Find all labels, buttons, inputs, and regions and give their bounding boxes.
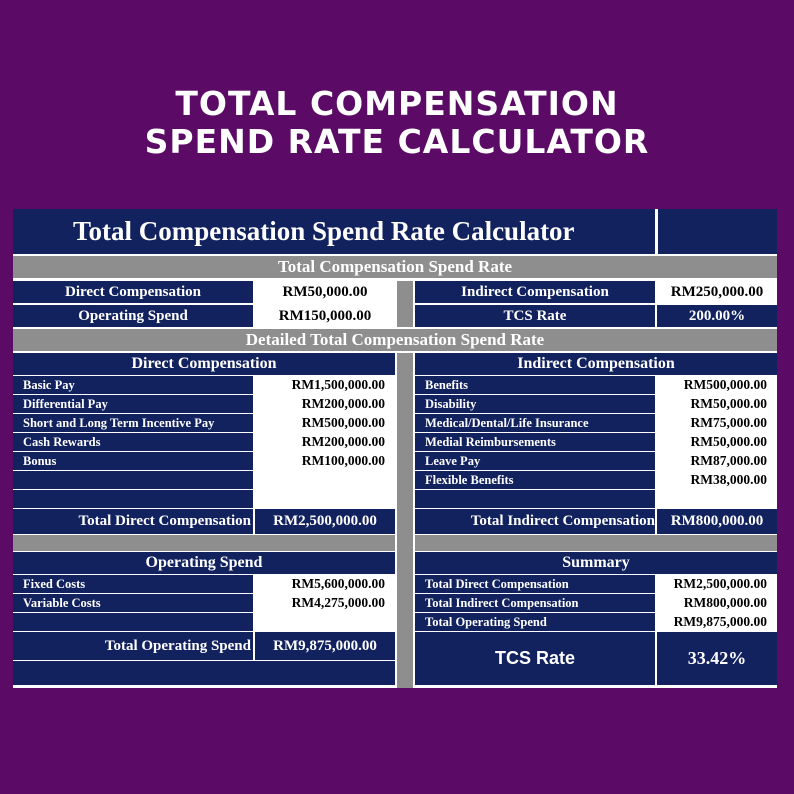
title-side-cell (658, 209, 777, 254)
operating-item-value[interactable]: RM5,600,000.00 (255, 575, 395, 593)
direct-item-label: Cash Rewards (13, 433, 253, 451)
top-indirect-label: Indirect Compensation (415, 281, 655, 303)
summary-item-label: Total Indirect Compensation (415, 594, 655, 612)
summary-item-label: Total Operating Spend (415, 613, 655, 631)
top-tcs-label: TCS Rate (415, 305, 655, 327)
calculator-sheet (13, 209, 777, 688)
center-separator (397, 353, 413, 688)
summary-rate-label: TCS Rate (415, 632, 655, 685)
direct-compensation-header: Direct Compensation (13, 353, 395, 375)
indirect-item-label: Medical/Dental/Life Insurance (415, 414, 655, 432)
direct-item-value[interactable]: RM100,000.00 (255, 452, 395, 470)
indirect-item-label: Flexible Benefits (415, 471, 655, 489)
direct-item-label: Short and Long Term Incentive Pay (13, 414, 253, 432)
indirect-item-label: Leave Pay (415, 452, 655, 470)
top-separator (397, 281, 413, 327)
indirect-compensation-header: Indirect Compensation (415, 353, 777, 375)
summary-rate-value: 33.42% (657, 632, 777, 685)
operating-item-label: Variable Costs (13, 594, 253, 612)
direct-total-value: RM2,500,000.00 (255, 509, 395, 534)
left-spacer (13, 535, 395, 551)
detailed-band: Detailed Total Compensation Spend Rate (13, 329, 777, 351)
direct-item-value[interactable]: RM500,000.00 (255, 414, 395, 432)
indirect-item-value[interactable]: RM38,000.00 (657, 471, 777, 489)
hero-title-line-2: SPEND RATE CALCULATOR (144, 122, 650, 161)
direct-empty-label (13, 471, 253, 489)
top-direct-value[interactable]: RM50,000.00 (255, 281, 395, 303)
summary-item-value: RM9,875,000.00 (657, 613, 777, 631)
indirect-item-label: Medial Reimbursements (415, 433, 655, 451)
operating-total-label: Total Operating Spend (13, 632, 253, 660)
direct-item-value[interactable]: RM200,000.00 (255, 433, 395, 451)
operating-total-value: RM9,875,000.00 (255, 632, 395, 660)
direct-item-label: Bonus (13, 452, 253, 470)
indirect-item-value[interactable]: RM50,000.00 (657, 395, 777, 413)
indirect-total-label: Total Indirect Compensation (415, 509, 655, 534)
operating-item-value[interactable]: RM4,275,000.00 (255, 594, 395, 612)
direct-item-label: Differential Pay (13, 395, 253, 413)
indirect-total-value: RM800,000.00 (657, 509, 777, 534)
indirect-item-label: Benefits (415, 376, 655, 394)
operating-empty-value[interactable] (255, 613, 395, 631)
summary-item-label: Total Direct Compensation (415, 575, 655, 593)
top-tcs-value: 200.00% (657, 305, 777, 327)
direct-empty-value[interactable] (255, 490, 395, 508)
indirect-empty-label (415, 490, 655, 508)
top-direct-label: Direct Compensation (13, 281, 253, 303)
operating-empty-label (13, 613, 253, 631)
direct-item-value[interactable]: RM1,500,000.00 (255, 376, 395, 394)
indirect-item-value[interactable]: RM500,000.00 (657, 376, 777, 394)
indirect-item-label: Disability (415, 395, 655, 413)
operating-item-label: Fixed Costs (13, 575, 253, 593)
operating-spend-header: Operating Spend (13, 552, 395, 574)
summary-header: Summary (415, 552, 777, 574)
hero-title-line-1: TOTAL COMPENSATION (175, 84, 619, 123)
direct-item-label: Basic Pay (13, 376, 253, 394)
operating-bottom-fill (13, 661, 395, 685)
top-indirect-value[interactable]: RM250,000.00 (657, 281, 777, 303)
summary-item-value: RM800,000.00 (657, 594, 777, 612)
indirect-empty-value[interactable] (657, 490, 777, 508)
summary-item-value: RM2,500,000.00 (657, 575, 777, 593)
top-operating-value[interactable]: RM150,000.00 (255, 305, 395, 327)
direct-empty-label (13, 490, 253, 508)
direct-empty-value[interactable] (255, 471, 395, 489)
summary-band: Total Compensation Spend Rate (13, 256, 777, 278)
direct-total-label: Total Direct Compensation (13, 509, 253, 534)
right-spacer (415, 535, 777, 551)
indirect-item-value[interactable]: RM75,000.00 (657, 414, 777, 432)
sheet-title: Total Compensation Spend Rate Calculator (13, 209, 655, 254)
indirect-item-value[interactable]: RM50,000.00 (657, 433, 777, 451)
top-operating-label: Operating Spend (13, 305, 253, 327)
indirect-item-value[interactable]: RM87,000.00 (657, 452, 777, 470)
direct-item-value[interactable]: RM200,000.00 (255, 395, 395, 413)
